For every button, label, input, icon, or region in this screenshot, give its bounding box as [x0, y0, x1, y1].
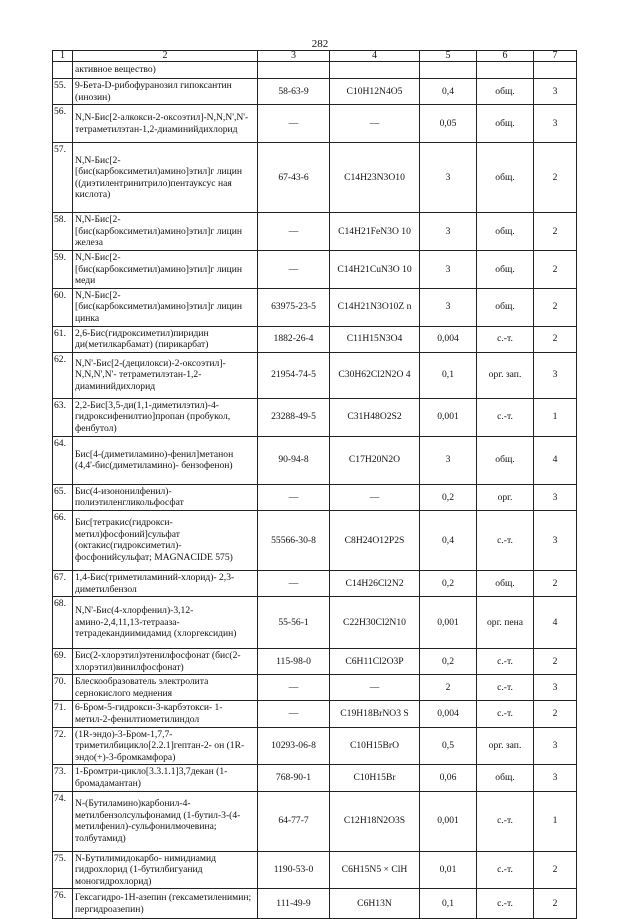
- row-number: 61.: [53, 326, 73, 352]
- formula: C6H13N: [330, 889, 420, 919]
- formula: —: [330, 484, 420, 510]
- table-row: [53, 62, 577, 79]
- row-number: 58.: [53, 213, 73, 251]
- cas-number: 21954-74-5: [258, 352, 330, 398]
- effect-sign: орг. зап.: [477, 727, 534, 765]
- header-cell: 1: [53, 51, 73, 62]
- effect-sign: с.-т.: [477, 649, 534, 675]
- hazard-class: 3: [534, 675, 577, 701]
- substance-name: N,N-Бис[2-[бис(карбоксиметил)амино]этил]г лицин цинка: [73, 288, 258, 326]
- table-row: [53, 484, 577, 510]
- substance-name: 6-Бром-5-гидрокси-3-карбэтокси- 1-метил-2-фенилтиометилиндол: [73, 701, 258, 727]
- cas-number: —: [258, 105, 330, 143]
- effect-sign: орг. пена: [477, 597, 534, 649]
- table-row: [53, 326, 577, 352]
- table-row: [53, 436, 577, 484]
- substance-name: активное вещество): [73, 62, 258, 79]
- substance-name: 1-Бромтри-цикло[3.3.1.1]3,7декан (1-бромадамантан): [73, 765, 258, 791]
- effect-sign: с.-т.: [477, 889, 534, 919]
- limit-value: 0,4: [420, 510, 477, 570]
- table-row: [53, 597, 577, 649]
- effect-sign: с.-т.: [477, 510, 534, 570]
- row-number: 69.: [53, 649, 73, 675]
- hazard-class: 3: [534, 105, 577, 143]
- table-row: [53, 79, 577, 105]
- formula: C14H21FeN3O 10: [330, 213, 420, 251]
- limit-value: 0,004: [420, 701, 477, 727]
- formula: —: [330, 675, 420, 701]
- row-number: 57.: [53, 143, 73, 213]
- limit-value: 0,4: [420, 79, 477, 105]
- row-number: 65.: [53, 484, 73, 510]
- effect-sign: орг.: [477, 484, 534, 510]
- limit-value: 2: [420, 675, 477, 701]
- formula: C6H15N5 × ClH: [330, 851, 420, 889]
- table-row: [53, 250, 577, 288]
- formula: [330, 62, 420, 79]
- hazard-class: 2: [534, 701, 577, 727]
- cas-number: 111-49-9: [258, 889, 330, 919]
- substance-name: 2,6-Бис(гидроксиметил)пиридин ди(метилкарбамат) (пирикарбат): [73, 326, 258, 352]
- cas-number: —: [258, 213, 330, 251]
- hazard-class: 4: [534, 597, 577, 649]
- table-row: [53, 649, 577, 675]
- substance-name: Блескообразователь электролита сернокислого меднения: [73, 675, 258, 701]
- limit-value: 0,001: [420, 398, 477, 436]
- header-cell: 4: [330, 51, 420, 62]
- effect-sign: общ.: [477, 105, 534, 143]
- cas-number: 1882-26-4: [258, 326, 330, 352]
- substance-name: Бис[тетракис(гидрокси-метил)фосфоний]сульфат (октакис(гидроксиметил)-фосфонийсульфат; MAGNACIDE 575): [73, 510, 258, 570]
- table-row: [53, 889, 577, 919]
- hazard-class: 2: [534, 143, 577, 213]
- hazard-class: 3: [534, 352, 577, 398]
- substance-name: 9-Бета-D-рибофуранозил гипоксантин (инозин): [73, 79, 258, 105]
- hazard-class: 2: [534, 649, 577, 675]
- substance-name: N,N-Бис[2-алкокси-2-оксоэтил]-N,N,N',N'-тетраметилэтан-1,2-диаминийдихлорид: [73, 105, 258, 143]
- header-cell: 5: [420, 51, 477, 62]
- formula: C17H20N2O: [330, 436, 420, 484]
- row-number: 73.: [53, 765, 73, 791]
- row-number: 68.: [53, 597, 73, 649]
- cas-number: —: [258, 570, 330, 596]
- effect-sign: с.-т.: [477, 791, 534, 851]
- substance-name: N-(Бутиламино)карбонил-4-метилбензолсульфонамид (1-бутил-3-(4-метилфенил)-сульфонилмочевина; толбутамид): [73, 791, 258, 851]
- row-number: 62.: [53, 352, 73, 398]
- cas-number: 55566-30-8: [258, 510, 330, 570]
- limit-value: 3: [420, 436, 477, 484]
- substance-name: Бис(2-хлорэтил)этенилфосфонат (бис(2-хлорэтил)винилфосфонат): [73, 649, 258, 675]
- limit-value: 3: [420, 250, 477, 288]
- effect-sign: с.-т.: [477, 851, 534, 889]
- formula: C22H30Cl2N10: [330, 597, 420, 649]
- effect-sign: общ.: [477, 79, 534, 105]
- cas-number: —: [258, 675, 330, 701]
- hazard-class: 2: [534, 213, 577, 251]
- limit-value: 3: [420, 143, 477, 213]
- table-row: [53, 288, 577, 326]
- limit-value: 0,001: [420, 597, 477, 649]
- table-row: [53, 352, 577, 398]
- header-cell: 6: [477, 51, 534, 62]
- effect-sign: с.-т.: [477, 675, 534, 701]
- substance-name: N,N-Бис[2-[бис(карбоксиметил)амино]этил]г лицин меди: [73, 250, 258, 288]
- effect-sign: общ.: [477, 570, 534, 596]
- hazard-class: 2: [534, 851, 577, 889]
- hazard-class: 2: [534, 288, 577, 326]
- page-number: 282: [311, 38, 329, 50]
- formula: C14H21N3O10Z n: [330, 288, 420, 326]
- substance-name: 1,4-Бис(триметиламиний-хлорид)- 2,3-диметилбензол: [73, 570, 258, 596]
- limit-value: 0,1: [420, 889, 477, 919]
- substance-name: N,N'-Бис(4-хлорфенил)-3,12- амино-2,4,11,13-тетрааза-тетрадекандиимидамид (хлоргексидин): [73, 597, 258, 649]
- effect-sign: с.-т.: [477, 398, 534, 436]
- row-number: 72.: [53, 727, 73, 765]
- cas-number: 90-94-8: [258, 436, 330, 484]
- limit-value: 0,2: [420, 570, 477, 596]
- hazard-class: 1: [534, 398, 577, 436]
- row-number: 76.: [53, 889, 73, 919]
- row-number: 55.: [53, 79, 73, 105]
- limit-value: 0,1: [420, 352, 477, 398]
- cas-number: —: [258, 701, 330, 727]
- row-number: 56.: [53, 105, 73, 143]
- effect-sign: общ.: [477, 765, 534, 791]
- formula: C14H26Cl2N2: [330, 570, 420, 596]
- cas-number: —: [258, 250, 330, 288]
- hazard-class: 1: [534, 791, 577, 851]
- row-number: 63.: [53, 398, 73, 436]
- header-cell: 3: [258, 51, 330, 62]
- limit-value: 0,01: [420, 851, 477, 889]
- effect-sign: общ.: [477, 143, 534, 213]
- hazard-class: 3: [534, 510, 577, 570]
- formula: C14H23N3O10: [330, 143, 420, 213]
- row-number: 74.: [53, 791, 73, 851]
- cas-number: 1190-53-0: [258, 851, 330, 889]
- substance-name: Бис(4-изононилфенил)-полиэтиленгликольфосфат: [73, 484, 258, 510]
- row-number: 60.: [53, 288, 73, 326]
- hazard-class: 2: [534, 326, 577, 352]
- effect-sign: с.-т.: [477, 326, 534, 352]
- row-number: [53, 62, 73, 79]
- substance-name: 2,2-Бис[3,5-ди(1,1-диметилэтил)-4-гидроксифенилтио]пропан (пробукол, фенбутол): [73, 398, 258, 436]
- row-number: 75.: [53, 851, 73, 889]
- cas-number: [258, 62, 330, 79]
- hazard-class: [534, 62, 577, 79]
- table-row: [53, 851, 577, 889]
- formula: C14H21CuN3O 10: [330, 250, 420, 288]
- row-number: 59.: [53, 250, 73, 288]
- substance-name: Гексагидро-1Н-азепин (гексаметиленимин; пергидроазепин): [73, 889, 258, 919]
- header-cell: 7: [534, 51, 577, 62]
- table-header-row: [53, 51, 577, 62]
- hazard-class: 2: [534, 250, 577, 288]
- limit-value: 0,001: [420, 791, 477, 851]
- effect-sign: [477, 62, 534, 79]
- cas-number: 63975-23-5: [258, 288, 330, 326]
- hazard-class: 2: [534, 570, 577, 596]
- table-row: [53, 398, 577, 436]
- effect-sign: общ.: [477, 250, 534, 288]
- substance-name: N,N-Бис[2-[бис(карбоксиметил)амино]этил]г лицин железа: [73, 213, 258, 251]
- cas-number: 58-63-9: [258, 79, 330, 105]
- effect-sign: с.-т.: [477, 701, 534, 727]
- hazard-class: 4: [534, 436, 577, 484]
- formula: C8H24O12P2S: [330, 510, 420, 570]
- effect-sign: общ.: [477, 436, 534, 484]
- formula: —: [330, 105, 420, 143]
- formula: C10H15Br: [330, 765, 420, 791]
- cas-number: 768-90-1: [258, 765, 330, 791]
- limit-value: 3: [420, 213, 477, 251]
- formula: C10H15BrO: [330, 727, 420, 765]
- cas-number: 64-77-7: [258, 791, 330, 851]
- substance-name: N,N-Бис[2-[бис(карбоксиметил)амино]этил]г лицин ((диэтилентринитрило)пентауксус ная кислота): [73, 143, 258, 213]
- formula: C12H18N2O3S: [330, 791, 420, 851]
- formula: C6H11Cl2O3P: [330, 649, 420, 675]
- hazard-class: 3: [534, 727, 577, 765]
- substance-name: Бис[4-(диметиламино)-фенил]метанон (4,4'-бис(диметиламино)- бензофенон): [73, 436, 258, 484]
- table-row: [53, 675, 577, 701]
- limit-value: 0,004: [420, 326, 477, 352]
- hazard-class: 2: [534, 889, 577, 919]
- formula: C19H18BrNO3 S: [330, 701, 420, 727]
- row-number: 64.: [53, 436, 73, 484]
- substances-table: [52, 50, 577, 919]
- cas-number: 23288-49-5: [258, 398, 330, 436]
- hazard-class: 3: [534, 79, 577, 105]
- formula: C10H12N4O5: [330, 79, 420, 105]
- table-row: [53, 510, 577, 570]
- table-row: [53, 701, 577, 727]
- limit-value: 0,06: [420, 765, 477, 791]
- table-row: [53, 213, 577, 251]
- table-row: [53, 791, 577, 851]
- table-row: [53, 143, 577, 213]
- table-row: [53, 727, 577, 765]
- table-row: [53, 765, 577, 791]
- hazard-class: 3: [534, 484, 577, 510]
- limit-value: 0,2: [420, 649, 477, 675]
- limit-value: 0,05: [420, 105, 477, 143]
- formula: C31H48O2S2: [330, 398, 420, 436]
- row-number: 67.: [53, 570, 73, 596]
- table-row: [53, 105, 577, 143]
- limit-value: 0,5: [420, 727, 477, 765]
- substance-name: (1R-эндо)-3-Бром-1,7,7-триметилбицикло[2.2.1]гептан-2- он (1R-эндо(+)-3-бромкамфора): [73, 727, 258, 765]
- cas-number: 67-43-6: [258, 143, 330, 213]
- row-number: 70.: [53, 675, 73, 701]
- substance-name: N-Бутилимидокарбо- нимидиамид гидрохлорид (1-бутилбигуанид моногидрохлорид): [73, 851, 258, 889]
- limit-value: [420, 62, 477, 79]
- limit-value: 0,2: [420, 484, 477, 510]
- row-number: 66.: [53, 510, 73, 570]
- header-cell: 2: [73, 51, 258, 62]
- effect-sign: орг. зап.: [477, 352, 534, 398]
- cas-number: 10293-06-8: [258, 727, 330, 765]
- table-row: [53, 570, 577, 596]
- row-number: 71.: [53, 701, 73, 727]
- hazard-class: 3: [534, 765, 577, 791]
- formula: C30H62Cl2N2O 4: [330, 352, 420, 398]
- cas-number: 115-98-0: [258, 649, 330, 675]
- cas-number: 55-56-1: [258, 597, 330, 649]
- substance-name: N,N'-Бис[2-(децилокси)-2-оксоэтил]-N,N,N',N'- тетраметилэтан-1,2- диаминийдихлорид: [73, 352, 258, 398]
- formula: C11H15N3O4: [330, 326, 420, 352]
- effect-sign: общ.: [477, 288, 534, 326]
- effect-sign: общ.: [477, 213, 534, 251]
- cas-number: —: [258, 484, 330, 510]
- limit-value: 3: [420, 288, 477, 326]
